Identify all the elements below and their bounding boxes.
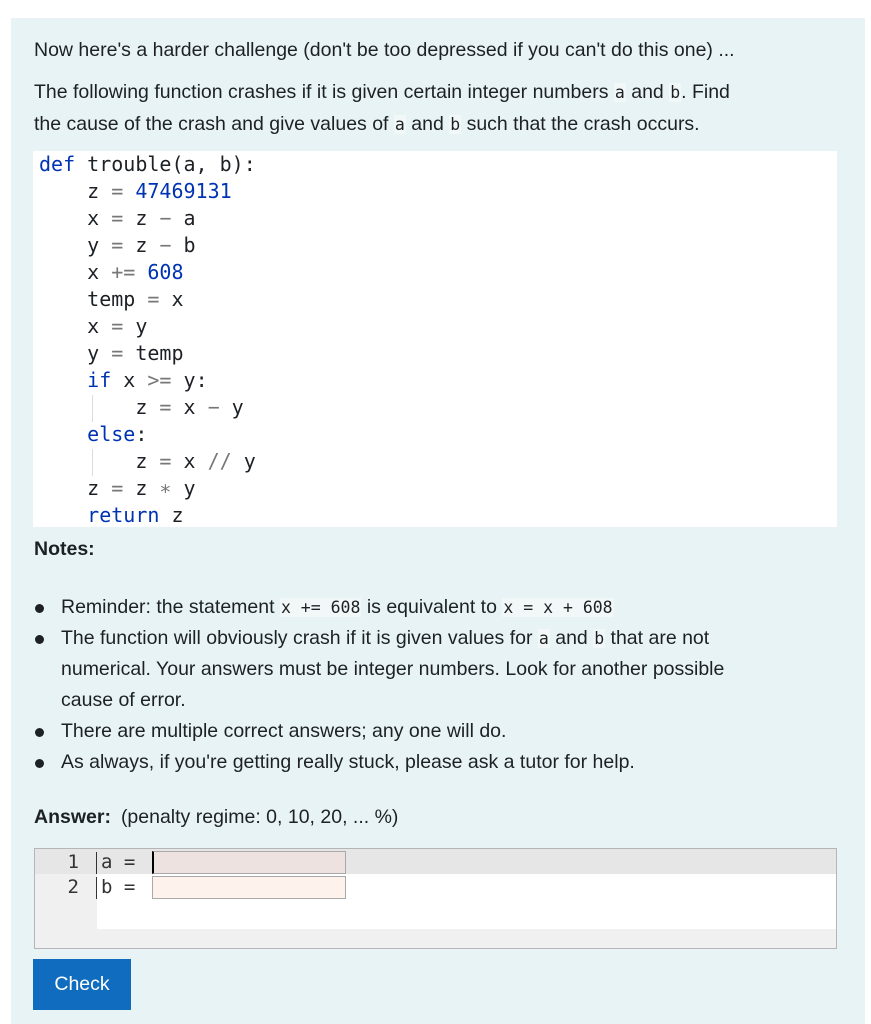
code-keyword: def bbox=[39, 152, 76, 176]
code-line-14 bbox=[39, 502, 184, 529]
code-operator: = bbox=[147, 395, 184, 419]
code-text: y bbox=[231, 395, 244, 419]
code-number: 47469131 bbox=[135, 179, 232, 203]
code-text: : bbox=[135, 422, 148, 446]
line-number: 2 bbox=[67, 876, 79, 898]
penalty-regime: (penalty regime: 0, 10, 20, ... %) bbox=[120, 806, 399, 828]
list-item bbox=[11, 592, 851, 623]
notes-heading: Notes: bbox=[34, 538, 95, 560]
code-operator: = bbox=[99, 233, 136, 257]
code-text: x bbox=[87, 314, 100, 338]
code-operator: = bbox=[99, 476, 136, 500]
desc-text: The following function crashes if it is given certain integer numbers bbox=[34, 81, 614, 103]
code-text: y bbox=[135, 314, 148, 338]
desc-text: such that the crash occurs. bbox=[461, 113, 700, 135]
code-text: z bbox=[159, 503, 184, 527]
code-operator: // bbox=[195, 449, 244, 473]
desc-text: and bbox=[405, 113, 450, 135]
code-text: z bbox=[135, 476, 148, 500]
answer-b-input[interactable] bbox=[152, 876, 346, 899]
code-keyword: else bbox=[87, 422, 136, 446]
code-text: z bbox=[87, 179, 100, 203]
note-text: numerical. Your answers must be integer numbers. Look for another possible bbox=[61, 658, 725, 680]
code-keyword: if bbox=[87, 368, 112, 392]
gutter-separator bbox=[96, 852, 97, 874]
code-text: b bbox=[183, 233, 196, 257]
var-a: a bbox=[394, 115, 405, 134]
var-b: b bbox=[450, 115, 461, 134]
notes-list bbox=[11, 592, 851, 778]
code-line-11 bbox=[39, 421, 147, 448]
answer-header bbox=[34, 806, 398, 829]
bullet-icon bbox=[35, 635, 44, 644]
bullet-icon bbox=[35, 759, 44, 768]
code-operator: ∗ bbox=[147, 476, 184, 500]
question-panel bbox=[11, 18, 865, 1024]
note-text: There are multiple correct answers; any one will do. bbox=[61, 720, 507, 742]
note-code: x = x + 608 bbox=[503, 598, 613, 617]
code-block bbox=[33, 151, 837, 527]
code-text: x bbox=[183, 395, 196, 419]
code-text: z bbox=[135, 233, 148, 257]
code-line-6 bbox=[39, 286, 184, 313]
code-operator: = bbox=[147, 449, 184, 473]
note-text: that are not bbox=[605, 627, 710, 649]
code-operator: = bbox=[99, 179, 136, 203]
code-text: z bbox=[135, 395, 148, 419]
bullet-icon bbox=[35, 728, 44, 737]
code-text: z bbox=[135, 206, 148, 230]
question-description-line1 bbox=[34, 76, 730, 109]
code-keyword: return bbox=[87, 503, 160, 527]
code-line-13 bbox=[39, 475, 196, 502]
desc-text: . Find bbox=[681, 81, 730, 103]
code-text: y bbox=[87, 233, 100, 257]
line-number: 1 bbox=[67, 851, 79, 873]
code-line-8 bbox=[39, 340, 184, 367]
code-operator: − bbox=[147, 206, 184, 230]
code-line-3 bbox=[39, 205, 196, 232]
code-text: x bbox=[87, 260, 100, 284]
code-operator: = bbox=[99, 341, 136, 365]
question-intro: Now here's a harder challenge (don't be too depressed if you can't do this one) ... bbox=[34, 39, 735, 61]
desc-text: and bbox=[625, 81, 670, 103]
code-line-10 bbox=[39, 394, 244, 421]
editor-line-text: b = bbox=[101, 876, 136, 898]
code-text: y bbox=[183, 476, 196, 500]
editor-line-text: a = bbox=[101, 851, 136, 873]
code-text: a bbox=[183, 206, 196, 230]
question-description-line2 bbox=[34, 108, 700, 141]
code-text: trouble(a, b): bbox=[75, 152, 256, 176]
note-text: is equivalent to bbox=[361, 596, 503, 618]
code-operator: = bbox=[99, 314, 136, 338]
note-text: and bbox=[549, 627, 594, 649]
code-text: z bbox=[87, 476, 100, 500]
list-item bbox=[11, 747, 851, 778]
code-text: y bbox=[243, 449, 256, 473]
note-text: The function will obviously crash if it is given values for bbox=[61, 627, 538, 649]
code-line-12 bbox=[39, 448, 256, 475]
code-operator: − bbox=[195, 395, 232, 419]
desc-text: the cause of the crash and give values of bbox=[34, 113, 394, 135]
note-text: Reminder: the statement bbox=[61, 596, 280, 618]
code-line-5 bbox=[39, 259, 184, 286]
note-text: As always, if you're getting really stuck, please ask a tutor for help. bbox=[61, 751, 635, 773]
list-item bbox=[11, 716, 851, 747]
code-line-9 bbox=[39, 367, 208, 394]
answer-label: Answer: bbox=[34, 806, 111, 828]
code-operator: >= bbox=[147, 368, 172, 392]
code-text: temp bbox=[87, 287, 136, 311]
list-item bbox=[11, 623, 851, 716]
code-text: x bbox=[171, 287, 184, 311]
code-text: y: bbox=[171, 368, 208, 392]
answer-editor[interactable] bbox=[34, 848, 837, 949]
code-operator: += bbox=[99, 260, 148, 284]
note-code: x += 608 bbox=[280, 598, 361, 617]
note-code: b bbox=[594, 629, 605, 648]
var-a: a bbox=[614, 83, 625, 102]
code-number: 608 bbox=[147, 260, 184, 284]
answer-a-input[interactable] bbox=[152, 851, 346, 874]
code-operator: = bbox=[135, 287, 172, 311]
code-line-2 bbox=[39, 178, 232, 205]
code-text: temp bbox=[135, 341, 184, 365]
code-line-1 bbox=[39, 151, 256, 178]
code-text: x bbox=[111, 368, 148, 392]
code-line-4 bbox=[39, 232, 196, 259]
note-text: cause of error. bbox=[61, 689, 186, 711]
bullet-icon bbox=[35, 604, 44, 613]
gutter-separator bbox=[96, 877, 97, 899]
var-b: b bbox=[670, 83, 681, 102]
code-text: y bbox=[87, 341, 100, 365]
note-code: a bbox=[538, 629, 549, 648]
code-text: x bbox=[183, 449, 196, 473]
code-text: z bbox=[135, 449, 148, 473]
code-operator: − bbox=[147, 233, 184, 257]
editor-scroll-area bbox=[97, 929, 836, 948]
code-line-7 bbox=[39, 313, 147, 340]
code-text: x bbox=[87, 206, 100, 230]
check-button[interactable]: Check bbox=[33, 959, 131, 1010]
code-operator: = bbox=[99, 206, 136, 230]
